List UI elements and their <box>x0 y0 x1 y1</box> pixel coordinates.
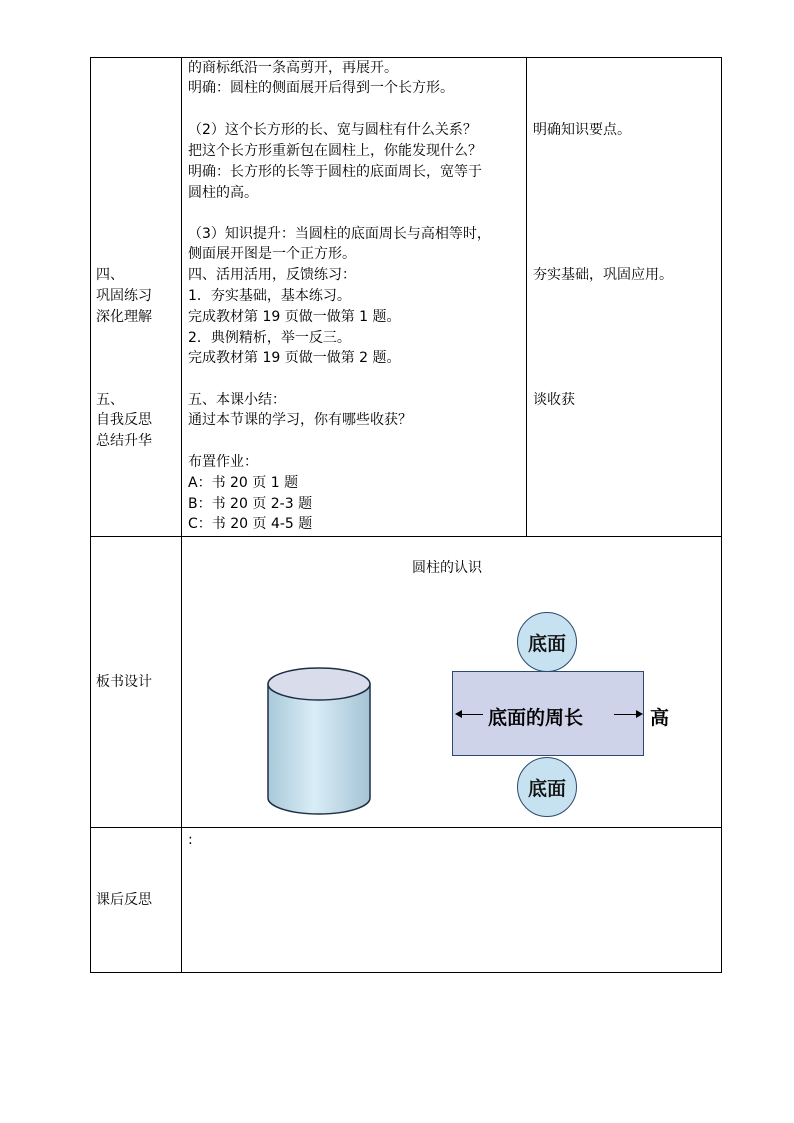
step4-title: 巩固练习 <box>96 288 152 304</box>
content-line: 五、本课小结： <box>188 392 286 408</box>
lesson-table <box>90 57 722 973</box>
arrow-right-icon <box>636 710 643 718</box>
cylinder-illustration <box>262 664 376 820</box>
content-line: （2）这个长方形的长、宽与圆柱有什么关系？ <box>188 122 477 138</box>
content-line: 完成教材第 19 页做一做第 1 题。 <box>188 309 401 325</box>
row-divider-reflection <box>91 827 721 828</box>
height-label: 高 <box>650 707 670 729</box>
content-line: 完成教材第 19 页做一做第 2 题。 <box>188 350 401 366</box>
content-line: 把这个长方形重新包在圆柱上，你能发现什么？ <box>188 143 482 159</box>
content-line: 明确：圆柱的侧面展开后得到一个长方形。 <box>188 80 454 96</box>
content-line: 圆柱的高。 <box>188 185 258 201</box>
content-line: 1．夯实基础，基本练习。 <box>188 288 351 304</box>
reflection-mark: : <box>188 832 193 848</box>
top-base-circle: 底面 <box>517 612 577 672</box>
content-line: 侧面展开图是一个正方形。 <box>188 246 356 262</box>
content-line: 布置作业： <box>188 454 258 470</box>
content-line: A：书 20 页 1 题 <box>188 475 299 491</box>
board-title: 圆柱的认识 <box>412 560 482 576</box>
row-divider-board <box>91 536 721 537</box>
content-line: 通过本节课的学习，你有哪些收获？ <box>188 412 412 428</box>
content-line: 明确：长方形的长等于圆柱的底面周长，宽等于 <box>188 164 482 180</box>
rectangle-length-label: 底面的周长 <box>488 707 584 729</box>
column-divider-right <box>526 58 527 536</box>
intent-note: 谈收获 <box>533 392 575 408</box>
board-design-label: 板书设计 <box>96 674 152 690</box>
step5-number: 五、 <box>96 392 124 408</box>
step4-number: 四、 <box>96 267 124 283</box>
content-line: 2．典例精析，举一反三。 <box>188 330 351 346</box>
reflection-label: 课后反思 <box>96 892 152 908</box>
content-line: 的商标纸沿一条高剪开，再展开。 <box>188 60 398 76</box>
intent-note: 明确知识要点。 <box>533 122 631 138</box>
intent-note: 夯实基础，巩固应用。 <box>533 267 673 283</box>
arrow-right-line <box>614 714 636 715</box>
step5-subtitle: 总结升华 <box>96 433 152 449</box>
content-line: 四、活用活用，反馈练习： <box>188 267 356 283</box>
content-line: （3）知识提升：当圆柱的底面周长与高相等时， <box>188 226 491 242</box>
step4-subtitle: 深化理解 <box>96 309 152 325</box>
content-line: B：书 20 页 2-3 题 <box>188 496 313 512</box>
content-line: C：书 20 页 4-5 题 <box>188 516 313 532</box>
arrow-left-line <box>461 714 483 715</box>
bottom-base-circle: 底面 <box>517 757 577 817</box>
step5-title: 自我反思 <box>96 412 152 428</box>
column-divider-left <box>181 58 182 972</box>
